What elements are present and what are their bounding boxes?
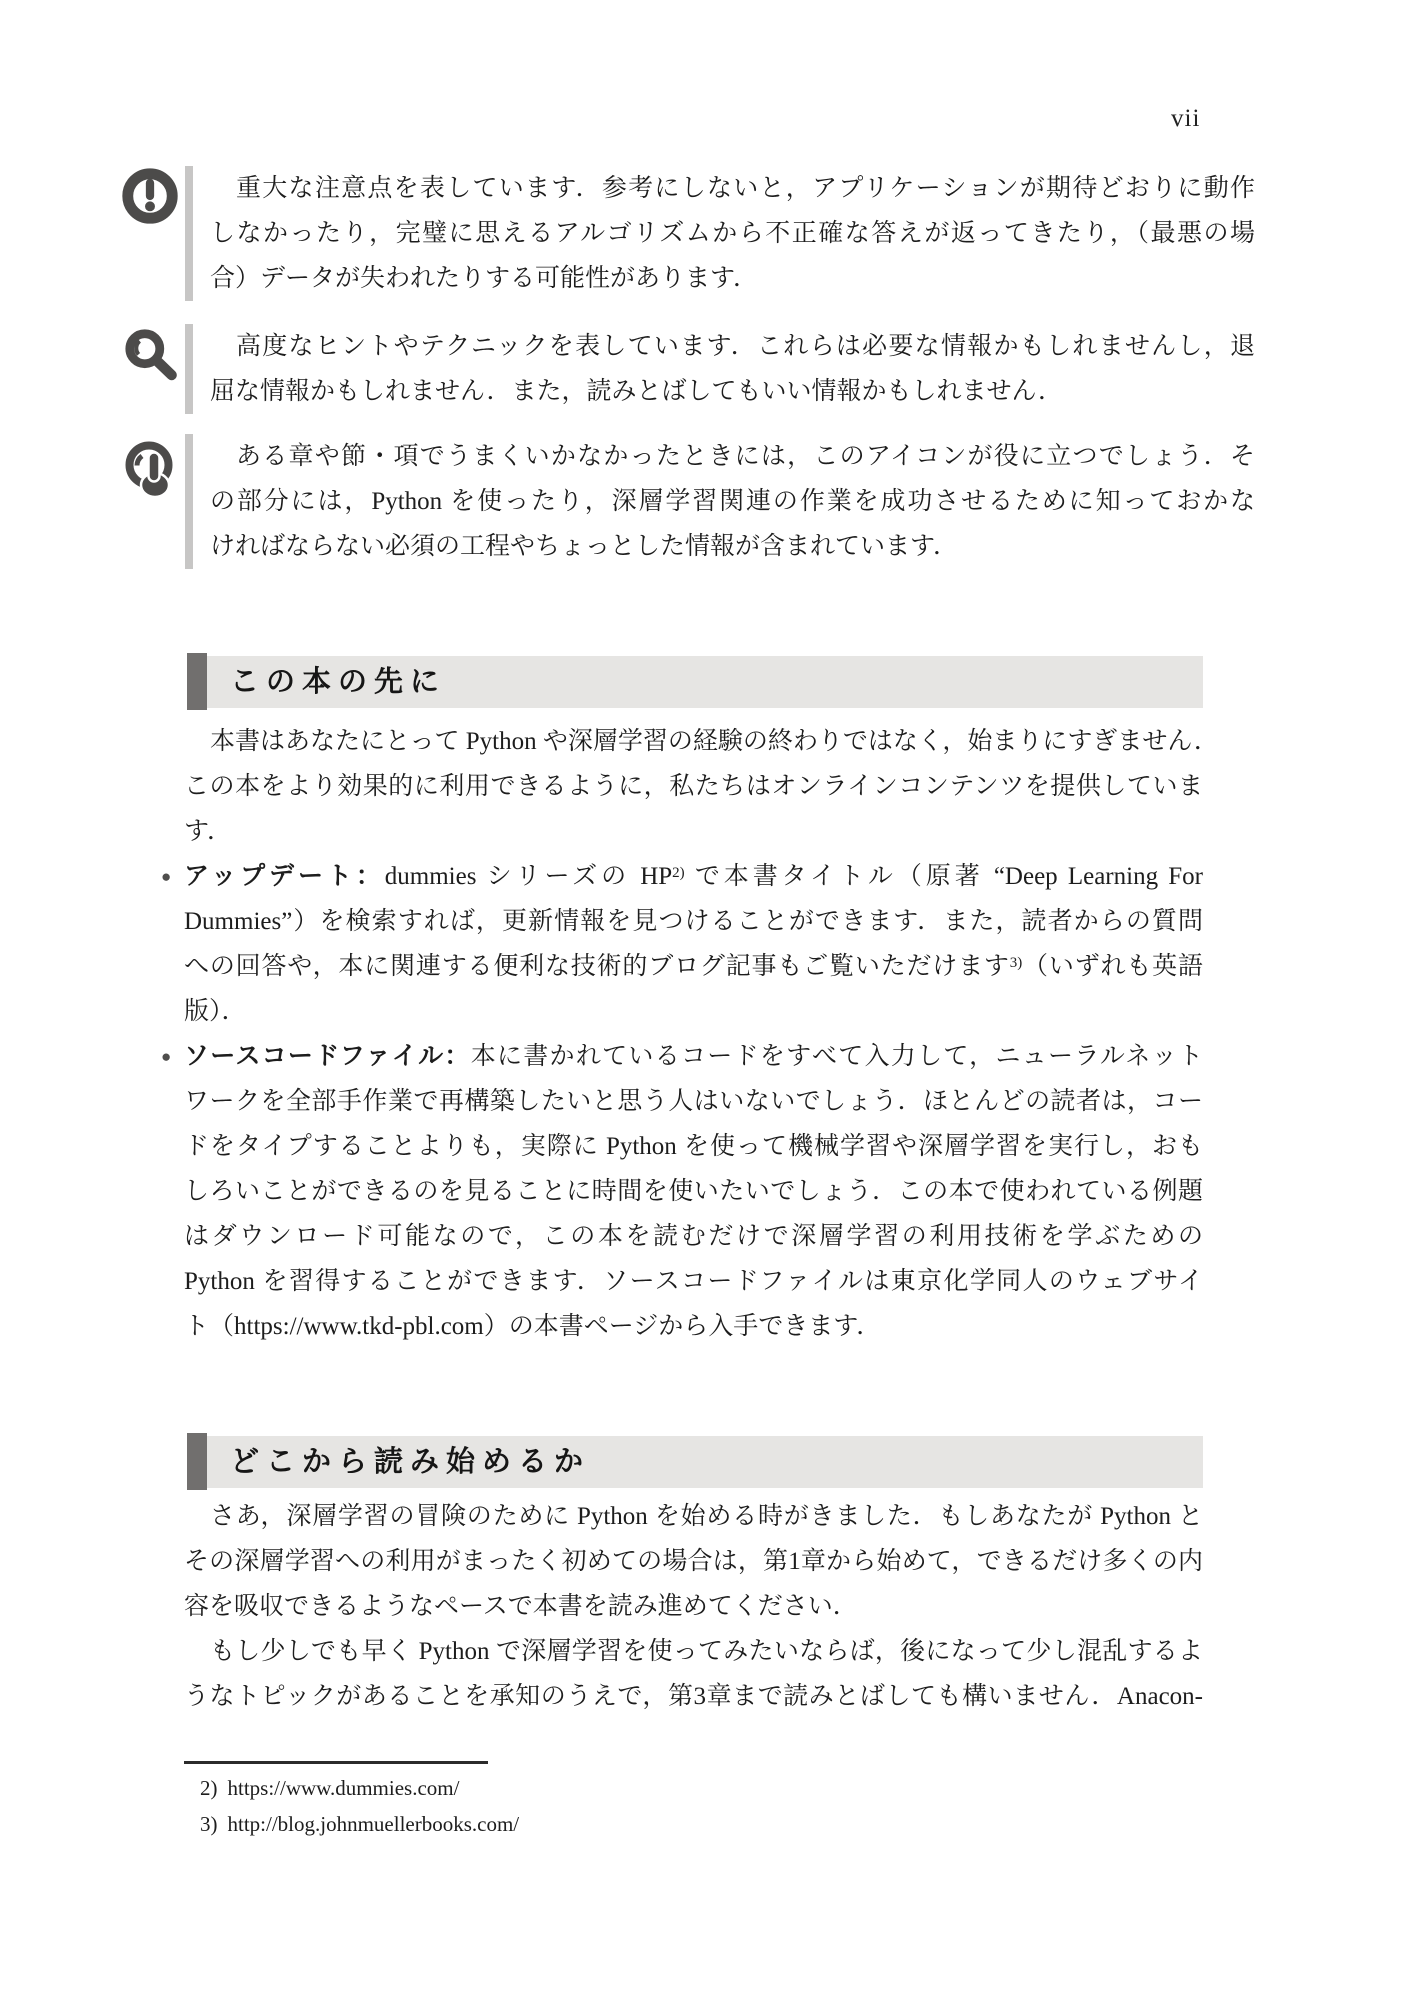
text-run: はダウンロード可能なので，この本を読むだけで深層学習の利用技術を学ぶための bbox=[184, 1223, 1203, 1250]
paragraph bbox=[184, 719, 1219, 854]
text-run: Dummies”）を検索すれば，更新情報を見つけることができます．また，読者からの質問 bbox=[184, 908, 1203, 935]
text-run: 容を吸収できるようなペースで本書を読み進めてください． bbox=[184, 1593, 858, 1620]
text-line bbox=[210, 166, 1255, 211]
text-line bbox=[184, 899, 1203, 944]
note-accent-bar bbox=[185, 434, 193, 569]
text-line bbox=[184, 1214, 1203, 1259]
text-line bbox=[210, 524, 1255, 569]
text-line bbox=[210, 324, 1255, 369]
text-run: 版）． bbox=[184, 998, 247, 1025]
paragraph bbox=[184, 1629, 1203, 1719]
text-run: ければならない必須の工程やちょっとした情報が含まれています． bbox=[210, 533, 959, 560]
section-title: どこから読み始めるか bbox=[230, 1446, 591, 1478]
text-line bbox=[161, 1034, 1203, 1079]
text-line bbox=[184, 1124, 1203, 1169]
text-run: dummies シリーズの HP bbox=[384, 863, 673, 890]
section-title: この本の先に bbox=[230, 666, 447, 698]
page-number: vii bbox=[1171, 105, 1201, 132]
text-run: で本書タイトル（原著 “Deep Learning For bbox=[684, 863, 1203, 890]
text-run: しなかったり，完璧に思えるアルゴリズムから不正確な答えが返ってきたり，（最悪の場 bbox=[210, 220, 1255, 247]
text-line bbox=[184, 764, 1203, 809]
text-line bbox=[184, 1169, 1203, 1214]
bullet-label: ソースコードファイル： bbox=[184, 1042, 471, 1070]
note-accent-bar bbox=[185, 166, 193, 301]
section-header bbox=[187, 653, 1203, 710]
section-header-accent bbox=[187, 653, 207, 710]
text-line bbox=[161, 854, 1203, 899]
text-line bbox=[210, 434, 1255, 479]
text-line bbox=[184, 719, 1219, 764]
text-line bbox=[184, 989, 1203, 1034]
text-line bbox=[184, 944, 1203, 989]
footnote-url: http://blog.johnmuellerbooks.com/ bbox=[227, 1812, 520, 1836]
footnote bbox=[200, 1770, 1100, 1806]
bullet-icon: ● bbox=[161, 1047, 172, 1066]
text-run: 合）データが失われたりする可能性があります． bbox=[210, 265, 759, 292]
section-header bbox=[187, 1433, 1203, 1490]
text-run: Python を習得することができます．ソースコードファイルは東京化学同人のウェブサイ bbox=[184, 1268, 1203, 1295]
text-run: うなトピックがあることを承知のうえで，第3章まで読みとばしても構いません．Anacon- bbox=[184, 1683, 1203, 1710]
text-run: 重大な注意点を表しています．参考にしないと，アプリケーションが期待どおりに動作 bbox=[236, 175, 1255, 202]
footnote-marker: 2) bbox=[200, 1776, 218, 1800]
text-line bbox=[210, 211, 1255, 256]
text-line bbox=[210, 256, 1255, 301]
text-run: 高度なヒントやテクニックを表しています．これらは必要な情報かもしれませんし，退 bbox=[236, 333, 1255, 360]
footnote-url: https://www.dummies.com/ bbox=[227, 1776, 460, 1800]
bullet-label: アップデート： bbox=[184, 862, 385, 890]
text-run: ドをタイプすることよりも，実際に Python を使って機械学習や深層学習を実行し，おも bbox=[184, 1133, 1203, 1160]
text-run: 本に書かれているコードをすべて入力して，ニューラルネット bbox=[470, 1043, 1203, 1070]
paragraph bbox=[184, 1494, 1203, 1629]
text-line bbox=[184, 1079, 1203, 1124]
search-icon bbox=[120, 326, 182, 388]
note-accent-bar bbox=[185, 324, 193, 414]
text-run: への回答や，本に関連する便利な技術的ブログ記事もご覧いただけます bbox=[184, 953, 1010, 980]
text-run: 本書はあなたにとって Python や深層学習の経験の終わりではなく，始まりにすぎません． bbox=[210, 728, 1219, 755]
bullet-icon: ● bbox=[161, 867, 172, 886]
text-line bbox=[210, 479, 1255, 524]
note-remember bbox=[120, 434, 1255, 569]
bullet-item bbox=[161, 854, 1203, 1034]
text-run: この本をより効果的に利用できるように，私たちはオンラインコンテンツを提供していま bbox=[184, 773, 1203, 800]
footnote-rule bbox=[184, 1761, 488, 1764]
note-warning bbox=[120, 166, 1255, 301]
footnotes bbox=[200, 1770, 1100, 1842]
footnote-ref: 2) bbox=[672, 865, 685, 881]
text-run: す． bbox=[184, 818, 233, 845]
text-run: 屈な情報かもしれません．また，読みとばしてもいい情報かもしれません． bbox=[210, 378, 1064, 405]
text-run: ある章や節・項でうまくいかなかったときには，このアイコンが役に立つでしょう．そ bbox=[236, 443, 1255, 470]
footnote bbox=[200, 1806, 1100, 1842]
text-line bbox=[184, 1494, 1203, 1539]
text-line bbox=[184, 1674, 1203, 1719]
note-text bbox=[210, 166, 1255, 301]
text-line bbox=[184, 1539, 1203, 1584]
text-line bbox=[184, 809, 1203, 854]
tap-icon bbox=[120, 440, 182, 502]
text-line bbox=[184, 1304, 1203, 1349]
text-run: の部分には，Python を使ったり，深層学習関連の作業を成功させるために知っておかな bbox=[210, 488, 1255, 515]
text-line bbox=[184, 1584, 1203, 1629]
section-header-accent bbox=[187, 1433, 207, 1490]
footnote-ref: 3) bbox=[1009, 955, 1023, 971]
text-run: さあ，深層学習の冒険のために Python を始める時がきました．もしあなたが Python と bbox=[210, 1503, 1203, 1530]
note-tip bbox=[120, 324, 1255, 414]
footnote-marker: 3) bbox=[200, 1812, 218, 1836]
text-run: その深層学習への利用がまったく初めての場合は，第1章から始めて，できるだけ多くの内 bbox=[184, 1548, 1203, 1575]
text-line bbox=[184, 1629, 1203, 1674]
note-text bbox=[210, 434, 1255, 569]
note-text bbox=[210, 324, 1255, 414]
bullet-item bbox=[161, 1034, 1203, 1349]
text-run: （いずれも英語 bbox=[1022, 953, 1203, 980]
text-run: ワークを全部手作業で再構築したいと思う人はいないでしょう．ほとんどの読者は，コー bbox=[184, 1088, 1203, 1115]
warning-icon bbox=[120, 166, 182, 228]
text-line bbox=[210, 369, 1255, 414]
text-run: ト（https://www.tkd-pbl.com）の本書ページから入手できます． bbox=[184, 1313, 882, 1340]
text-run: もし少しでも早く Python で深層学習を使ってみたいならば，後になって少し混乱するよ bbox=[210, 1638, 1203, 1665]
text-run: しろいことができるのを見ることに時間を使いたいでしょう．この本で使われている例題 bbox=[184, 1178, 1203, 1205]
text-line bbox=[184, 1259, 1203, 1304]
